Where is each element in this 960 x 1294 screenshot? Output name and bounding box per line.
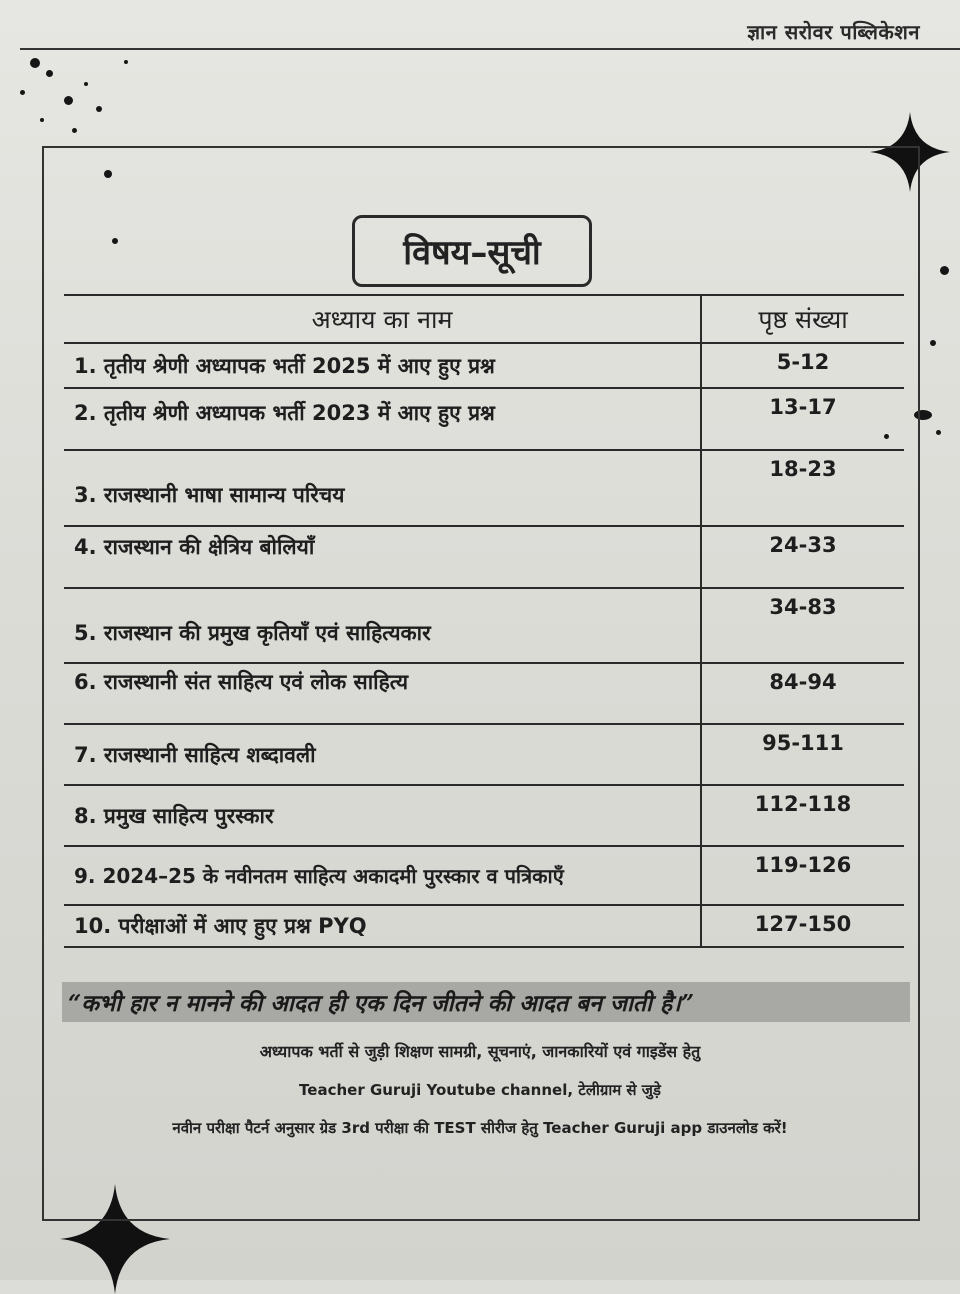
info-line-study-material: अध्यापक भर्ती से जुड़ी शिक्षण सामग्री, सूचनाएं, जानकारियों एवं गाइडेंस हेतु <box>259 1042 701 1061</box>
page-range: 5-12 <box>700 344 904 387</box>
contents-table <box>64 294 904 948</box>
page-range: 112-118 <box>700 786 904 845</box>
chapter-title: 3. राजस्थानी भाषा सामान्य परिचय <box>74 483 345 507</box>
table-row <box>64 589 904 664</box>
page-range: 84-94 <box>700 664 904 723</box>
page-range: 24-33 <box>700 527 904 587</box>
table-row <box>64 344 904 389</box>
table-row <box>64 786 904 847</box>
chapter-title: 8. प्रमुख साहित्य पुरस्कार <box>74 803 274 828</box>
page-range: 119-126 <box>700 847 904 904</box>
page-range: 34-83 <box>700 589 904 662</box>
header-rule <box>20 48 960 50</box>
page-range: 18-23 <box>700 451 904 525</box>
table-row <box>64 451 904 527</box>
publisher-name: ज्ञान सरोवर पब्लिकेशन <box>747 20 920 44</box>
chapter-title: 5. राजस्थान की प्रमुख कृतियाँ एवं साहित्यकार <box>74 620 431 645</box>
info-line-youtube-telegram: Teacher Guruji Youtube channel, टेलीग्राम से जुड़े <box>299 1081 661 1099</box>
page-title: विषय–सूची <box>352 215 592 287</box>
chapter-title: 4. राजस्थान की क्षेत्रिय बोलियाँ <box>74 535 315 559</box>
chapter-title: 1. तृतीय श्रेणी अध्यापक भर्ती 2025 में आए हुए प्रश्न <box>74 353 495 378</box>
table-row <box>64 389 904 451</box>
table-row <box>64 527 904 589</box>
table-row <box>64 664 904 725</box>
table-row <box>64 906 904 948</box>
info-line-app-download: नवीन परीक्षा पैटर्न अनुसार ग्रेड 3rd परीक्षा की TEST सीरीज हेतु Teacher Guruji app डाउनलोड करें! <box>172 1119 788 1137</box>
page-range: 95-111 <box>700 725 904 784</box>
motivational-quote: “कभी हार न मानने की आदत ही एक दिन जीतने की आदत बन जाती है।” <box>62 982 910 1022</box>
table-header <box>64 294 904 344</box>
table-row <box>64 725 904 786</box>
chapter-title: 10. परीक्षाओं में आए हुए प्रश्न PYQ <box>74 914 367 938</box>
page-range: 13-17 <box>700 389 904 449</box>
chapter-title: 7. राजस्थानी साहित्य शब्दावली <box>74 742 316 767</box>
page-range: 127-150 <box>700 906 904 946</box>
chapter-title: 2. तृतीय श्रेणी अध्यापक भर्ती 2023 में आए हुए प्रश्न <box>74 401 495 425</box>
column-header-page: पृष्ठ संख्या <box>700 296 904 342</box>
column-header-chapter: अध्याय का नाम <box>311 305 453 334</box>
chapter-title: 9. 2024–25 के नवीनतम साहित्य अकादमी पुरस्कार व पत्रिकाएँ <box>74 864 564 888</box>
table-row <box>64 847 904 906</box>
chapter-title: 6. राजस्थानी संत साहित्य एवं लोक साहित्य <box>74 670 409 694</box>
